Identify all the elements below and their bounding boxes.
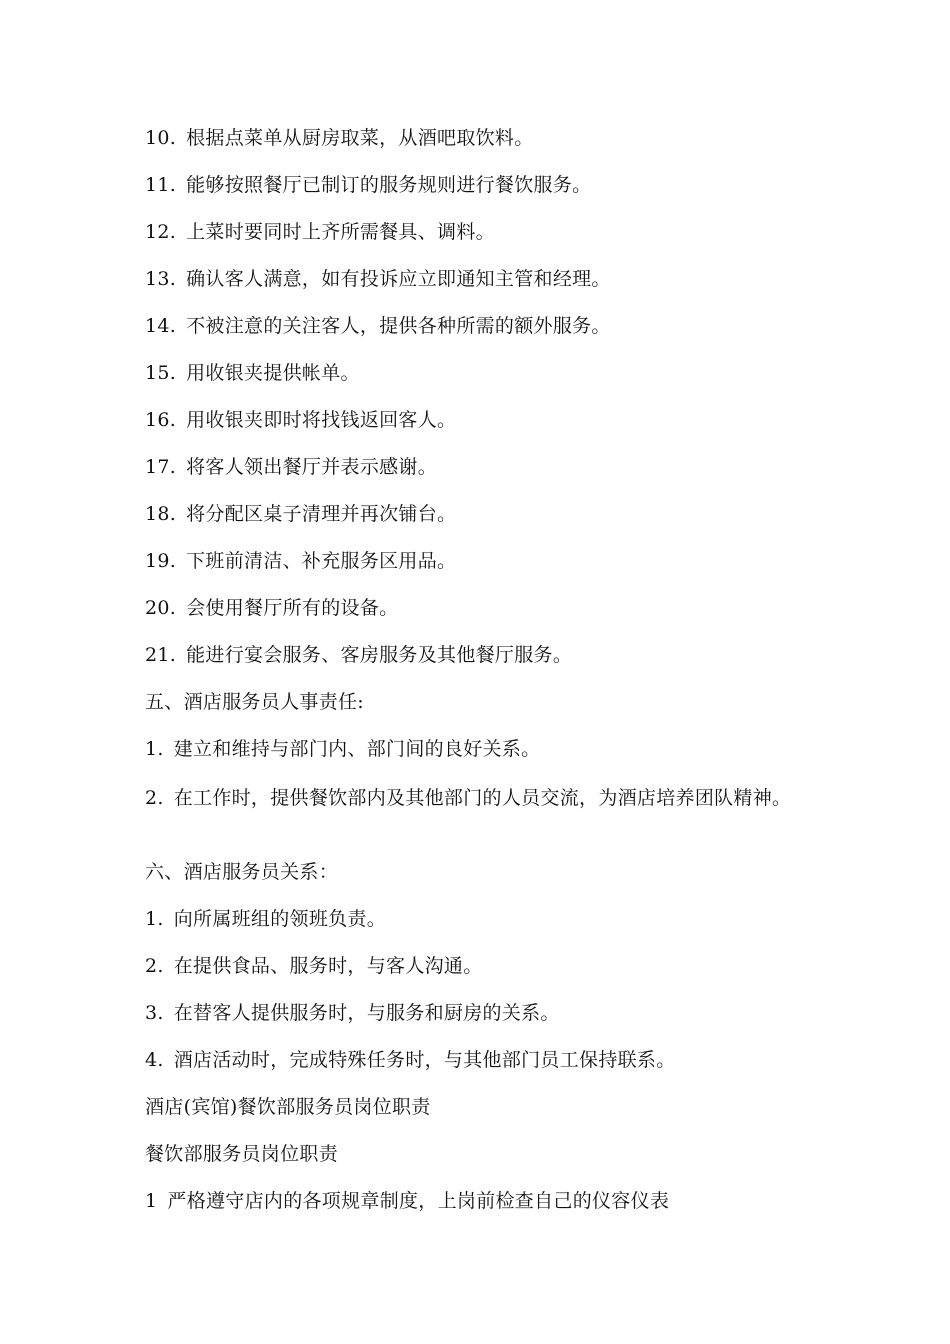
item-text: 用收银夹即时将找钱返回客人。 <box>186 409 457 431</box>
section-heading: 六、酒店服务员关系： <box>145 861 339 883</box>
list-item <box>145 314 825 338</box>
list-item <box>145 549 825 573</box>
item-text: 根据点菜单从厨房取菜，从酒吧取饮料。 <box>186 127 534 149</box>
item-number: 17. <box>145 456 177 478</box>
item-number: 11. <box>145 174 177 196</box>
section-heading: 五、酒店服务员人事责任: <box>145 691 365 713</box>
item-number: 12. <box>145 221 177 243</box>
list-item <box>145 737 825 761</box>
item-text: 在替客人提供服务时，与服务和厨房的关系。 <box>173 1002 560 1024</box>
list-item <box>145 907 825 931</box>
item-number: 3. <box>145 1002 164 1024</box>
list-item <box>145 1048 825 1072</box>
item-text: 不被注意的关注客人，提供各种所需的额外服务。 <box>186 315 611 337</box>
item-number: 10. <box>145 127 177 149</box>
item-number: 2. <box>145 787 164 809</box>
item-text: 下班前清洁、补充服务区用品。 <box>186 550 457 572</box>
item-number: 1 <box>145 1190 158 1212</box>
item-text: 用收银夹提供帐单。 <box>186 362 360 384</box>
item-text: 将客人领出餐厅并表示感谢。 <box>186 456 438 478</box>
item-number: 13. <box>145 268 177 290</box>
item-text: 将分配区桌子清理并再次铺台。 <box>186 503 457 525</box>
item-text: 上菜时要同时上齐所需餐具、调料。 <box>186 221 495 243</box>
item-number: 2. <box>145 955 164 977</box>
list-item <box>145 173 825 197</box>
document-title: 酒店(宾馆)餐饮部服务员岗位职责 <box>145 1096 431 1118</box>
item-text: 在工作时，提供餐饮部内及其他部门的人员交流，为酒店培养团队精神。 <box>173 787 792 809</box>
list-item <box>145 1189 825 1213</box>
item-number: 1. <box>145 908 164 930</box>
section-title: 餐饮部服务员岗位职责 <box>145 1143 339 1165</box>
list-item <box>145 502 825 526</box>
item-text: 建立和维持与部门内、部门间的良好关系。 <box>173 738 541 760</box>
item-number: 1. <box>145 738 164 760</box>
list-item <box>145 643 825 667</box>
item-number: 15. <box>145 362 177 384</box>
list-item <box>145 596 825 620</box>
item-number: 18. <box>145 503 177 525</box>
item-text: 在提供食品、服务时，与客人沟通。 <box>173 955 483 977</box>
item-number: 16. <box>145 409 177 431</box>
item-text: 能够按照餐厅已制订的服务规则进行餐饮服务。 <box>186 174 592 196</box>
list-item <box>145 954 825 978</box>
item-number: 4. <box>145 1049 164 1071</box>
item-text: 严格遵守店内的各项规章制度，上岗前检查自己的仪容仪表 <box>167 1190 670 1212</box>
list-item <box>145 220 825 244</box>
list-item <box>145 126 825 150</box>
list-item <box>145 267 825 291</box>
item-number: 19. <box>145 550 177 572</box>
list-item <box>145 1001 825 1025</box>
item-text: 酒店活动时，完成特殊任务时，与其他部门员工保持联系。 <box>173 1049 676 1071</box>
item-number: 20. <box>145 597 177 619</box>
list-item <box>145 455 825 479</box>
item-number: 21. <box>145 644 177 666</box>
item-text: 向所属班组的领班负责。 <box>173 908 387 930</box>
item-text: 会使用餐厅所有的设备。 <box>186 597 399 619</box>
item-text: 能进行宴会服务、客房服务及其他餐厅服务。 <box>186 644 573 666</box>
list-item <box>145 786 815 810</box>
item-text: 确认客人满意，如有投诉应立即通知主管和经理。 <box>186 268 611 290</box>
list-item <box>145 408 825 432</box>
item-number: 14. <box>145 315 177 337</box>
list-item <box>145 361 825 385</box>
